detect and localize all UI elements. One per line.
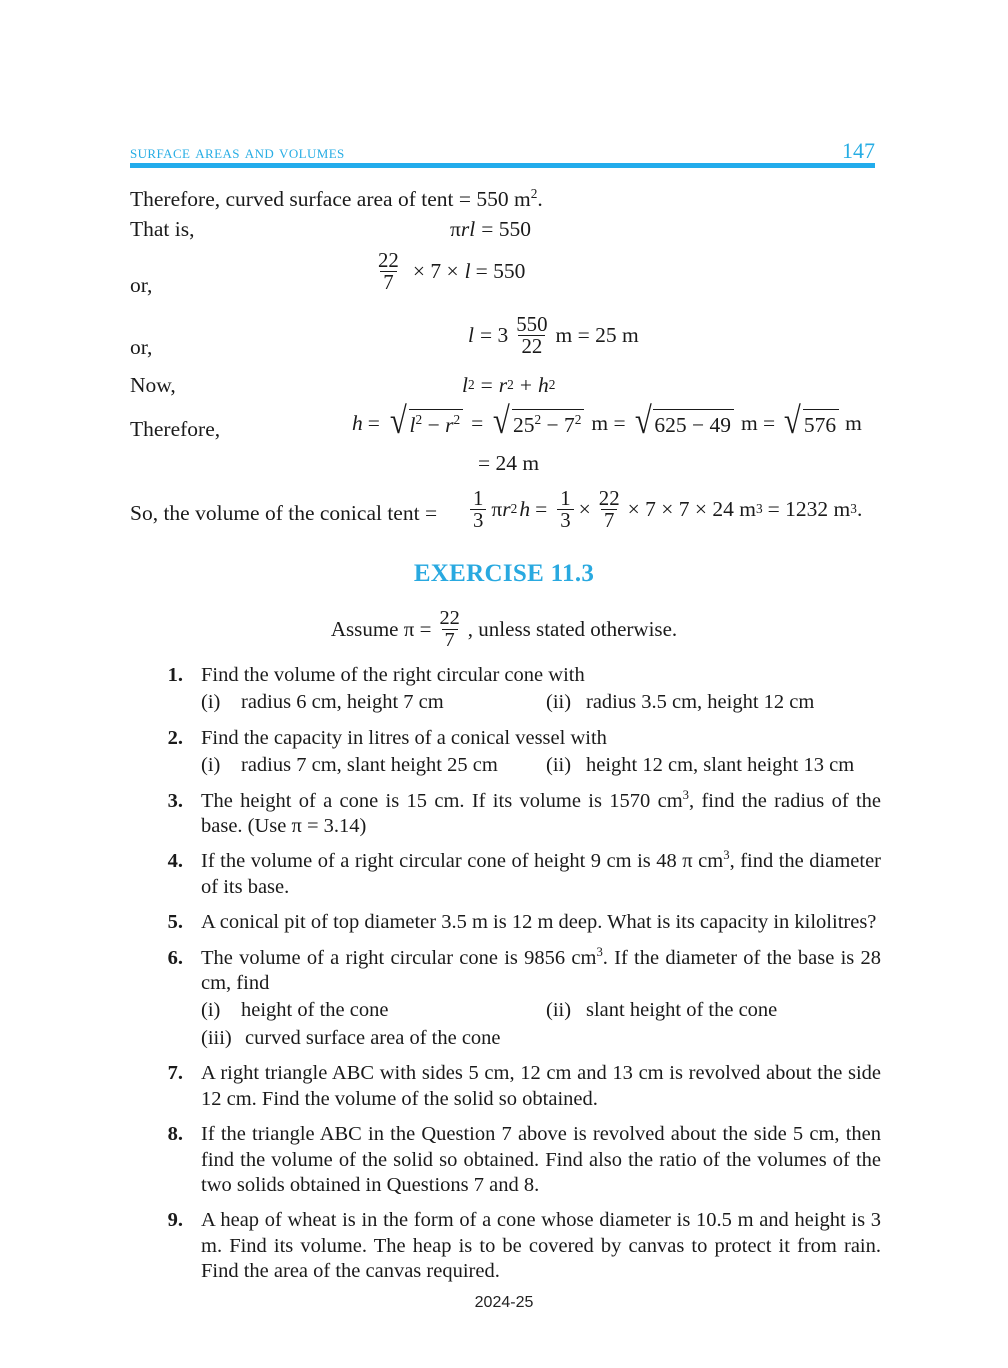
line4-eq: = 3: [479, 322, 509, 347]
fraction-1-over-3-a: $\frac{1}{3}$: [470, 488, 486, 532]
solution-line-6: [0, 399, 1008, 450]
line5-r: r: [498, 372, 508, 397]
line5-l: l: [462, 372, 468, 397]
fraction-1-over-3-b: $\frac{1}{3}$: [557, 488, 573, 532]
line8-pi: π: [491, 496, 503, 521]
solution-line-1-text: Therefore, curved surface area of tent = 550 m: [130, 187, 531, 211]
line3-rhs: = 550: [475, 258, 526, 283]
assume-prefix: Assume π =: [330, 616, 432, 641]
question-item: [0, 726, 1008, 779]
line4-unit: m = 25 m: [555, 322, 639, 347]
line2-rhs: = 550: [481, 216, 531, 241]
line3-var-l: l: [464, 258, 471, 283]
radical-l2-minus-r2: √ $l^2 - r^2$: [388, 408, 463, 440]
solution-line-1-end: .: [537, 187, 543, 211]
question-subpart: (i) radius 6 cm, height 7 cm: [201, 691, 444, 714]
question-number: 2.: [167, 726, 183, 749]
question-text: Find the volume of the right circular cone with: [201, 664, 585, 686]
question-item: [0, 1061, 1008, 1112]
question-text: A heap of wheat is in the form of a cone whose diameter is 10.5 m and height is 3 m. Find its volume. The heap is to be covered by canvas to protect it from rain. Find the area of the canvas required.: [201, 1209, 881, 1283]
solution-line-4: [0, 308, 1008, 372]
question-number: 6.: [167, 946, 183, 969]
question-item: [0, 663, 1008, 716]
running-header: [130, 138, 875, 164]
header-rule: [130, 163, 875, 168]
fraction-550-over-22: $\frac{550}{22}$: [516, 311, 548, 358]
question-text: If the triangle ABC in the Question 7 above is revolved about the side 5 cm, then find the volume of the solid so obtained. Find also the ratio of the volumes of the two solids obtained in Questions 7 and 8.: [201, 1123, 881, 1196]
question-number: 1.: [167, 664, 183, 686]
solution-line-5-label: Now,: [130, 372, 176, 397]
question-number: 3.: [167, 789, 183, 812]
question-number: 8.: [167, 1123, 183, 1146]
line8-times: ×: [578, 496, 591, 521]
question-text: The height of a cone is 15 cm. If its volume is 1570 $cm^3$, find the radius of the base. (Use π = 3.14): [201, 787, 881, 838]
line4-var-l: l: [468, 322, 474, 347]
question-subpart: (iii) curved surface area of the cone: [201, 1026, 501, 1049]
question-number: 9.: [167, 1209, 183, 1232]
running-header-title: surface areas and volumes: [130, 142, 345, 162]
line6-h: h: [352, 410, 363, 435]
line5-plus: +: [519, 372, 532, 397]
question-item: [0, 1208, 1008, 1284]
line6-unit2: m =: [740, 410, 776, 435]
radical-576: √ 576: [782, 408, 839, 440]
question-item: [0, 910, 1008, 935]
question-subpart: (ii) radius 3.5 cm, height 12 cm: [546, 691, 815, 714]
solution-line-8: So, the volume of the conical tent = $\frac{1}{3}$ π r 2 h = $\frac{1}{3}$ × $\frac{22}{7}$ × 7 × 7 × 24 m 3 = 1232 m 3 .: [130, 485, 863, 532]
line5-eq: =: [480, 372, 493, 397]
radical-25sq-minus-7sq: √ $25^2 - 7^2$: [491, 408, 584, 440]
fraction-22-over-7-assume: $\frac{22}{7}$: [439, 607, 460, 651]
question-item: [0, 849, 1008, 900]
pi-symbol: π: [450, 216, 461, 241]
exercise-question-list: [0, 663, 1008, 1295]
question-subpart: (i) height of the cone: [201, 999, 389, 1022]
solution-line-2: [0, 216, 1008, 246]
worked-solution: [0, 186, 1008, 546]
solution-line-4-label: or,: [130, 334, 153, 359]
page-number: 147: [842, 138, 875, 163]
solution-line-1-sup: 2: [530, 185, 538, 201]
question-subpart: (i) radius 7 cm, slant height 25 cm: [201, 754, 498, 777]
solution-line-1: [0, 186, 1008, 214]
question-text: A conical pit of top diameter 3.5 m is 12 m deep. What is its capacity in kilolitres?: [201, 911, 877, 934]
line6-eq2: =: [471, 410, 484, 435]
solution-line-3-label: or,: [130, 272, 153, 297]
fraction-22-over-7: $\frac{22}{7}$: [378, 247, 399, 294]
assume-suffix: , unless stated otherwise.: [467, 616, 678, 641]
rl-vars: rl: [460, 216, 476, 241]
line7-result: = 24 m: [478, 450, 540, 475]
radical-625-minus-49: √ 625 − 49: [633, 408, 734, 440]
solution-line-7: [0, 450, 1008, 486]
solution-line-2-label: That is,: [130, 216, 195, 241]
fraction-22-over-7-b: $\frac{22}{7}$: [598, 485, 620, 532]
line8-rest: × 7 × 7 × 24 m: [627, 496, 756, 521]
question-text: If the volume of a right circular cone of height 9 cm is 48 π $cm^3$, find the diameter of its base.: [201, 848, 881, 898]
question-item: [0, 1122, 1008, 1198]
solution-line-6-label: Therefore,: [130, 416, 221, 441]
question-text: Find the capacity in litres of a conical vessel with: [201, 726, 607, 749]
page-footer: 2024-25: [474, 1294, 534, 1311]
solution-line-5: Now, l 2 = r 2 + h 2: [0, 372, 1008, 406]
question-number: 7.: [167, 1062, 183, 1085]
question-item: [0, 946, 1008, 1052]
question-number: 4.: [167, 850, 183, 873]
line3-multiply: × 7 ×: [412, 258, 459, 283]
line6-unit1: m =: [591, 410, 626, 435]
line5-h: h: [537, 372, 549, 397]
line6-unit3: m: [845, 410, 862, 435]
solution-line-3: [0, 246, 1008, 308]
line6-eq1: =: [367, 410, 380, 435]
question-text: A right triangle ABC with sides 5 cm, 12 cm and 13 cm is revolved about the side 12 cm. Find the volume of the solid so obtained.: [201, 1062, 881, 1110]
question-number: 5.: [167, 911, 183, 934]
question-subpart: (ii) slant height of the cone: [546, 999, 778, 1022]
question-subpart: (ii) height 12 cm, slant height 13 cm: [546, 754, 855, 777]
line8-result: = 1232 m: [767, 496, 851, 521]
solution-line-8-label: So, the volume of the conical tent =: [130, 500, 438, 525]
assume-pi-note: [0, 608, 1008, 651]
question-text: The volume of a right circular cone is 9856 $cm^3$. If the diameter of the base is 28 cm, find: [201, 944, 881, 995]
exercise-heading: EXERCISE 11.3: [413, 560, 595, 587]
question-item: [0, 789, 1008, 840]
line8-eq: =: [535, 496, 548, 521]
